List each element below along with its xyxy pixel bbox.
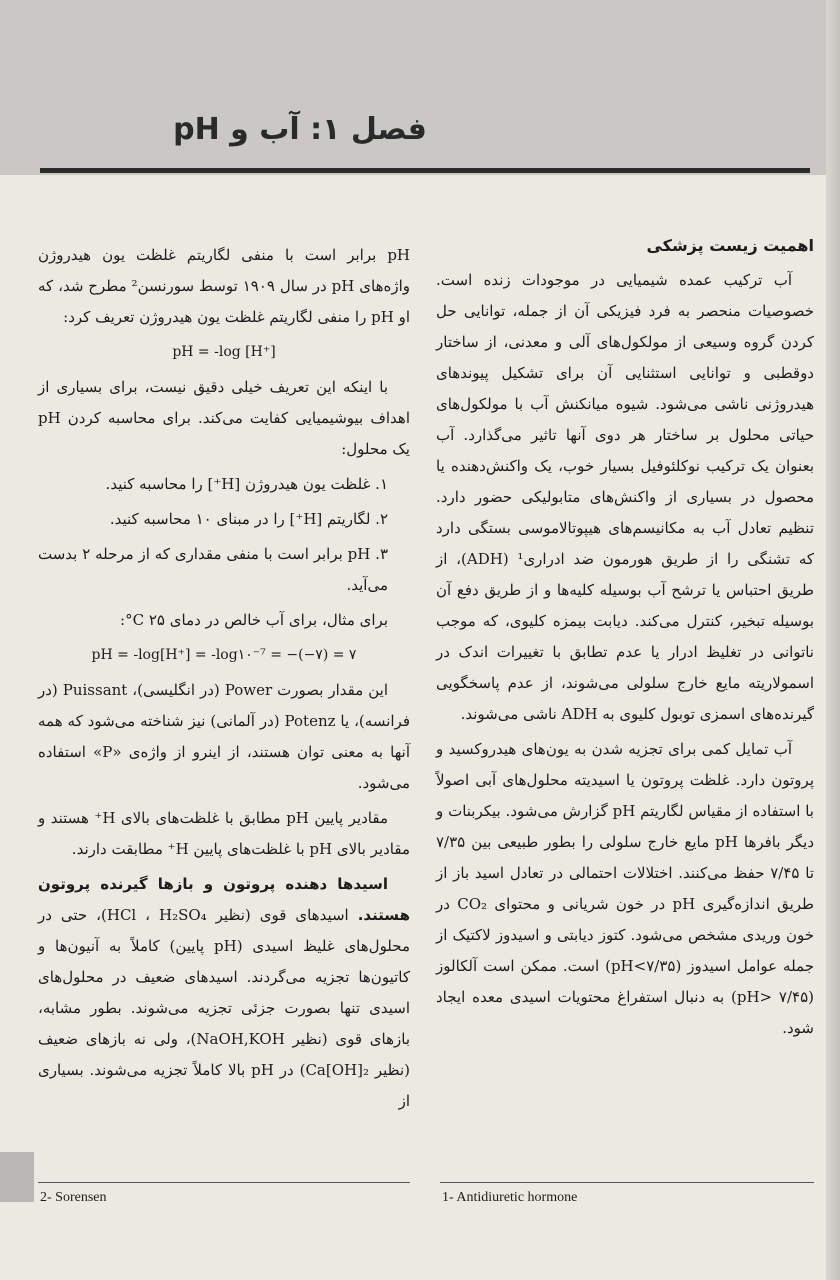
header-rule	[40, 168, 810, 173]
chapter-title: فصل ۱: آب و pH	[173, 112, 427, 147]
footnote-rule	[38, 1182, 410, 1183]
paragraph: با اینکه این تعریف خیلی دقیق نیست، برای بسیاری از اهداف بیوشیمیایی کفایت می‌کند. برای محاسبه کردن pH یک محلول:	[38, 378, 410, 458]
paragraph: این مقدار بصورت Power (در انگلیسی)، Puissant (در فرانسه)، یا Potenz (در آلمانی) نیز شناخته می‌شود که همه آنها به معنی توان هستند، از اینرو از واژه‌ی «P» استفاده می‌شود.	[38, 681, 410, 792]
paragraph: pH برابر است با منفی لگاریتم غلظت یون هیدروژن واژه‌های pH در سال ۱۹۰۹ توسط سورنسن² مطرح شد، که او pH را منفی لگاریتم غلظت یون هیدروژن تعریف کرد:	[38, 246, 411, 326]
page-edge	[826, 0, 840, 1280]
paragraph-continuation: اسیدهای قوی (نظیر HCl ، H₂SO₄)، حتی در محلول‌های غلیظ اسیدی (pH پایین) کاملاً به آنیون‌ها و کاتیون‌ها تجزیه می‌گردند. اسیدهای ضعیف در محلول‌های اسیدی تنها بصورت جزئی تجزیه می‌شوند. بطور مشابه، بازهای قوی (نظیر NaOH,KOH)، ولی نه بازهای ضعیف (نظیر Ca[OH]₂) در pH بالا کاملاً تجزیه می‌شوند. بسیاری از	[38, 906, 411, 1110]
header-band	[0, 0, 840, 175]
page-tab-marker	[0, 1152, 34, 1202]
list-item: ۱. غلظت یون هیدروژن [H⁺] را محاسبه کنید.	[105, 475, 388, 493]
footnote: 1- Antidiuretic hormone	[442, 1190, 578, 1205]
formula: pH = -log[H⁺] = -log۱۰⁻⁷ = −(−۷) = ۷	[91, 647, 357, 663]
list-item: ۳. pH برابر است با منفی مقداری که از مرحله ۲ بدست می‌آید.	[38, 545, 388, 594]
right-column	[436, 230, 814, 1048]
footnote-rule	[440, 1182, 814, 1183]
footnote: 2- Sorensen	[40, 1190, 107, 1205]
example-text: برای مثال، برای آب خالص در دمای ۲۵ C°:	[120, 611, 388, 629]
paragraph: آب ترکیب عمده شیمیایی در موجودات زنده است. خصوصیات منحصر به فرد فیزیکی آن از جمله، توانایی حل کردن گروه وسیعی از مولکول‌های آلی و معدنی، از ساختار دوقطبی و توانایی استثنایی آن برای تشکیل پیوندهای هیدروژنی ناشی می‌شود. شیوه میانکنش آب با مولکول‌های حیاتی محلول بر ساختار هر دوی آنها تاثیر می‌گذارد. آب بعنوان یک ترکیب نوکلئوفیل بسیار خوب، یک واکنش‌دهنده یا محصول در بسیاری از واکنش‌های متابولیکی حضور دارد. تنظیم تعادل آب به مکانیسم‌های هیپوتالاموسی بستگی دارد که تشنگی را از طریق هورمون ضد ادراری¹ (ADH)، از طریق احتباس یا ترشح آب بوسیله کلیه‌ها و از طریق دفع آن بوسیله تبخیر، کنترل می‌کند. دیابت بیمزه کلیوی، که موجب ناتوانی در تغلیظ ادرار یا عدم تطابق با تغییرات اندک در اسمولاریته مایع خارج سلولی می‌شوند، از عدم پاسخگویی گیرنده‌های اسمزی توبول کلیوی به ADH ناشی می‌شوند.	[436, 271, 814, 723]
paragraph	[38, 869, 410, 1117]
bold-statement: اسیدها دهنده پروتون و بازها گیرنده پروتون هستند.	[38, 875, 410, 924]
paragraph: مقادیر پایین pH مطابق با غلظت‌های بالای H⁺ هستند و مقادیر بالای pH با غلظت‌های پایین H⁺ مطابقت دارند.	[38, 809, 410, 858]
section-heading: اهمیت زیست پزشکی	[646, 236, 814, 255]
paragraph: آب تمایل کمی برای تجزیه شدن به یون‌های هیدروکسید و پروتون دارد. غلظت پروتون یا اسیدیته محلول‌های آبی اصولاً با استفاده از مقیاس لگاریتم pH گزارش می‌شود. بیکربنات و دیگر بافرها pH مایع خارج سلولی را بطور طبیعی بین ۷/۳۵ تا ۷/۴۵ حفظ می‌کنند. اختلالات احتمالی در تعادل اسید باز از طریق اندازه‌گیری pH در خون شریانی و محتوای CO₂ در خون وریدی مشخص می‌شود. کتوز دیابتی و اسیدوز لاکتیک از جمله عوامل اسیدوز (pH<۷/۳۵) است. ممکن است آلکالوز (pH> ۷/۴۵) به دنبال استفراغ محتویات اسیدی معده ایجاد شود.	[436, 740, 815, 1037]
formula: pH = -log [H⁺]	[172, 344, 276, 360]
left-column	[38, 240, 410, 1121]
list-item: ۲. لگاریتم [H⁺] را در مبنای ۱۰ محاسبه کنید.	[109, 510, 388, 528]
